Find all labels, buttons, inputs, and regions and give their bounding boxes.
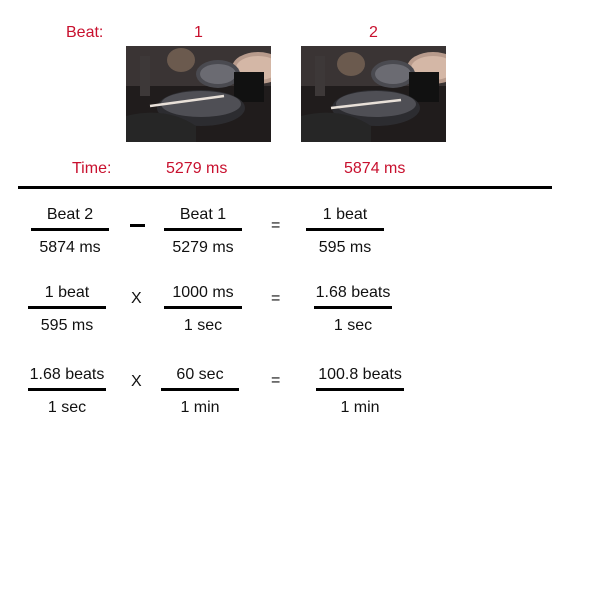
time-2-value: 5874 ms [344, 160, 406, 177]
eq1-middle-denominator: 5279 ms [172, 239, 234, 256]
eq3-middle-fraction [155, 364, 245, 419]
eq2-left-numerator: 1 beat [44, 284, 90, 301]
eq3-result-numerator: 100.8 beats [318, 366, 402, 383]
eq3-result-fraction [310, 364, 410, 419]
eq2-middle-fraction [158, 282, 248, 337]
fraction-bar [28, 388, 106, 391]
eq1-left-numerator: Beat 2 [46, 206, 94, 223]
eq1-left-denominator: 5874 ms [39, 239, 101, 256]
eq1-equals: = [271, 217, 281, 234]
eq3-result-denominator: 1 min [340, 399, 380, 416]
time-1-value: 5279 ms [166, 160, 228, 177]
fraction-bar [31, 228, 109, 231]
eq2-result-numerator: 1.68 beats [315, 284, 391, 301]
divider-rule [18, 186, 552, 189]
time-label: Time: [72, 160, 112, 177]
eq3-multiply-sign: X [131, 373, 142, 390]
eq1-result-numerator: 1 beat [322, 206, 368, 223]
eq2-result-fraction [308, 282, 398, 337]
eq1-result-fraction [300, 204, 390, 259]
eq1-middle-fraction [158, 204, 248, 259]
eq3-middle-denominator: 1 min [180, 399, 220, 416]
eq3-equals: = [271, 372, 281, 389]
fraction-bar [306, 228, 384, 231]
eq3-left-numerator: 1.68 beats [29, 366, 105, 383]
fraction-bar [28, 306, 106, 309]
eq2-left-fraction [22, 282, 112, 337]
eq3-left-denominator: 1 sec [47, 399, 87, 416]
eq2-middle-denominator: 1 sec [183, 317, 223, 334]
beat-1-number: 1 [194, 24, 203, 41]
fraction-bar [164, 306, 242, 309]
beat-2-number: 2 [369, 24, 378, 41]
eq2-result-denominator: 1 sec [333, 317, 373, 334]
beat-label: Beat: [66, 24, 104, 41]
eq3-left-fraction [22, 364, 112, 419]
eq1-left-fraction [25, 204, 115, 259]
fraction-bar [164, 228, 242, 231]
fraction-bar [316, 388, 404, 391]
eq2-equals: = [271, 290, 281, 307]
eq2-middle-numerator: 1000 ms [172, 284, 234, 301]
fraction-bar [314, 306, 392, 309]
eq1-middle-numerator: Beat 1 [179, 206, 227, 223]
eq3-middle-numerator: 60 sec [176, 366, 224, 383]
drum-frame-1-image [126, 46, 271, 142]
eq2-left-denominator: 595 ms [40, 317, 94, 334]
eq2-multiply-sign: X [131, 290, 142, 307]
fraction-bar [161, 388, 239, 391]
drum-frame-2-image [301, 46, 446, 142]
minus-sign [130, 224, 145, 227]
eq1-result-denominator: 595 ms [318, 239, 372, 256]
